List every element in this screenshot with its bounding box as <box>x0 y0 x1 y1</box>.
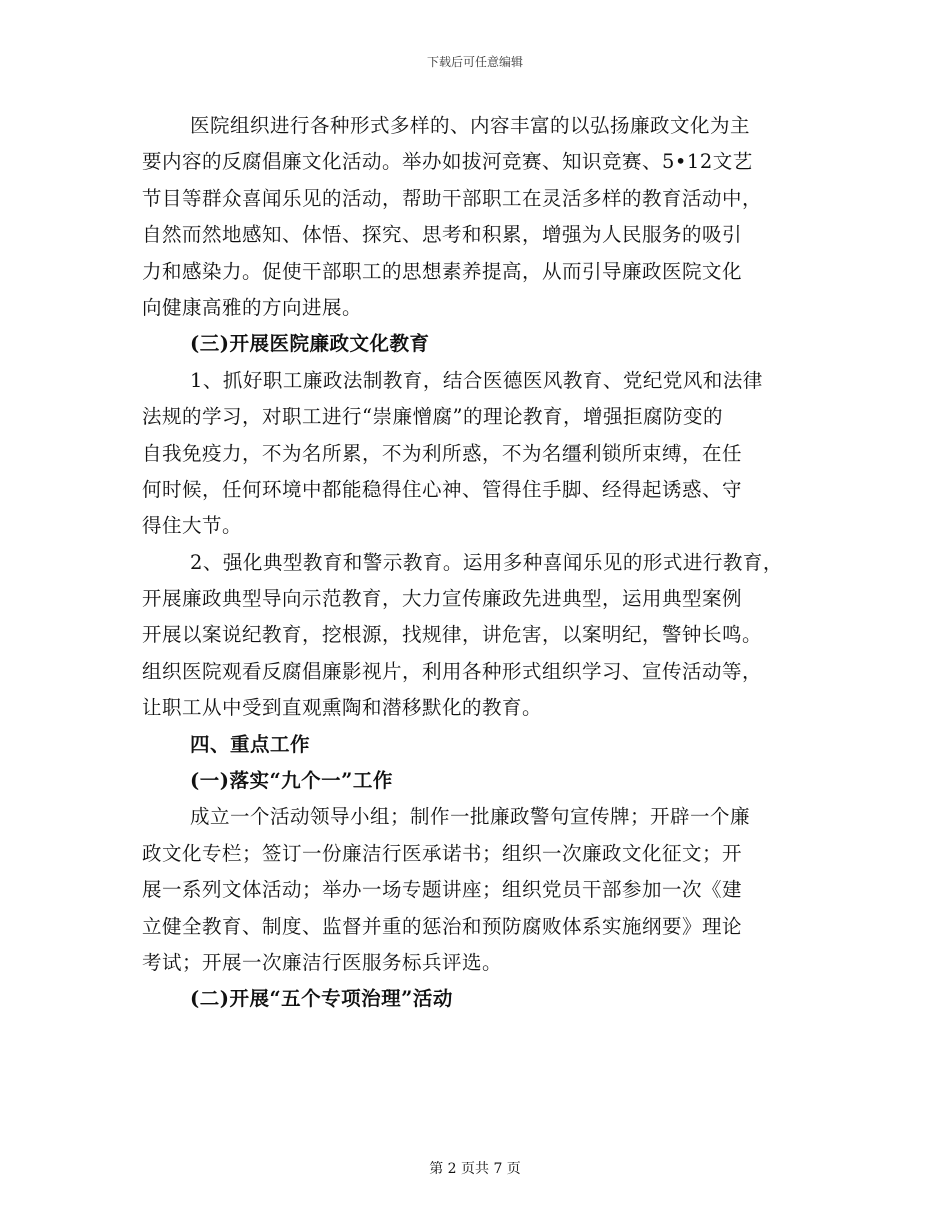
section-heading: 四、重点工作 <box>190 732 311 756</box>
paragraph-line: 力和感染力。促使干部职工的思想素养提高，从而引导廉政医院文化 <box>142 259 743 283</box>
paragraph-line: 法规的学习，对职工进行“崇廉憎腐”的理论教育，增强拒腐防变的 <box>142 405 723 429</box>
paragraph-line: 向健康高雅的方向进展。 <box>142 295 363 319</box>
page-header: 下载后可任意编辑 <box>426 55 523 69</box>
page-footer: 第 2 页共 7 页 <box>429 1161 521 1177</box>
paragraph-line: 立健全教育、制度、监督并重的惩治和预防腐败体系实施纲要》理论 <box>142 914 743 938</box>
paragraph-line: 医院组织进行各种形式多样的、内容丰富的以弘扬廉政文化为主 <box>190 114 751 137</box>
paragraph-line: 2、强化典型教育和警示教育。运用多种喜闻乐见的形式进行教育， <box>190 550 783 574</box>
paragraph-line: 政文化专栏；签订一份廉洁行医承诺书；组织一次廉政文化征文；开 <box>142 841 743 865</box>
paragraph-line: 开展以案说纪教育，挖根源，找规律，讲危害，以案明纪，警钟长鸣。 <box>142 623 763 647</box>
paragraph-line: 要内容的反腐倡廉文化活动。举办如拔河竞赛、知识竞赛、5•12文艺 <box>142 150 753 174</box>
section-heading: (三)开展医院廉政文化教育 <box>190 332 430 356</box>
paragraph-line: 何时候，任何环境中都能稳得住心神、管得住手脚、经得起诱惑、守 <box>142 477 743 501</box>
paragraph-line: 1、抓好职工廉政法制教育，结合医德医风教育、党纪党风和法律 <box>190 368 763 392</box>
paragraph-line: 让职工从中受到直观熏陶和潜移默化的教育。 <box>142 696 543 720</box>
paragraph-line: 得住大节。 <box>142 514 243 538</box>
paragraph-line: 成立一个活动领导小组；制作一批廉政警句宣传牌；开辟一个廉 <box>190 805 751 829</box>
paragraph-line: 自我免疫力，不为名所累，不为利所惑，不为名缰利锁所束缚，在任 <box>142 441 743 465</box>
paragraph-line: 展一系列文体活动；举办一场专题讲座；组织党员干部参加一次《建 <box>142 878 743 902</box>
paragraph-line: 自然而然地感知、体悟、探究、思考和积累，增强为人民服务的吸引 <box>142 223 743 247</box>
section-heading: (一)落实“九个一”工作 <box>190 769 393 793</box>
paragraph-line: 开展廉政典型导向示范教育，大力宣传廉政先进典型，运用典型案例 <box>142 587 743 611</box>
section-heading: (二)开展“五个专项治理”活动 <box>190 987 453 1011</box>
paragraph-line: 组织医院观看反腐倡廉影视片，利用各种形式组织学习、宣传活动等， <box>142 659 763 683</box>
document-body <box>142 108 810 1018</box>
paragraph-line: 节目等群众喜闻乐见的活动，帮助干部职工在灵活多样的教育活动中， <box>142 186 763 210</box>
paragraph-line: 考试；开展一次廉洁行医服务标兵评选。 <box>142 950 503 974</box>
